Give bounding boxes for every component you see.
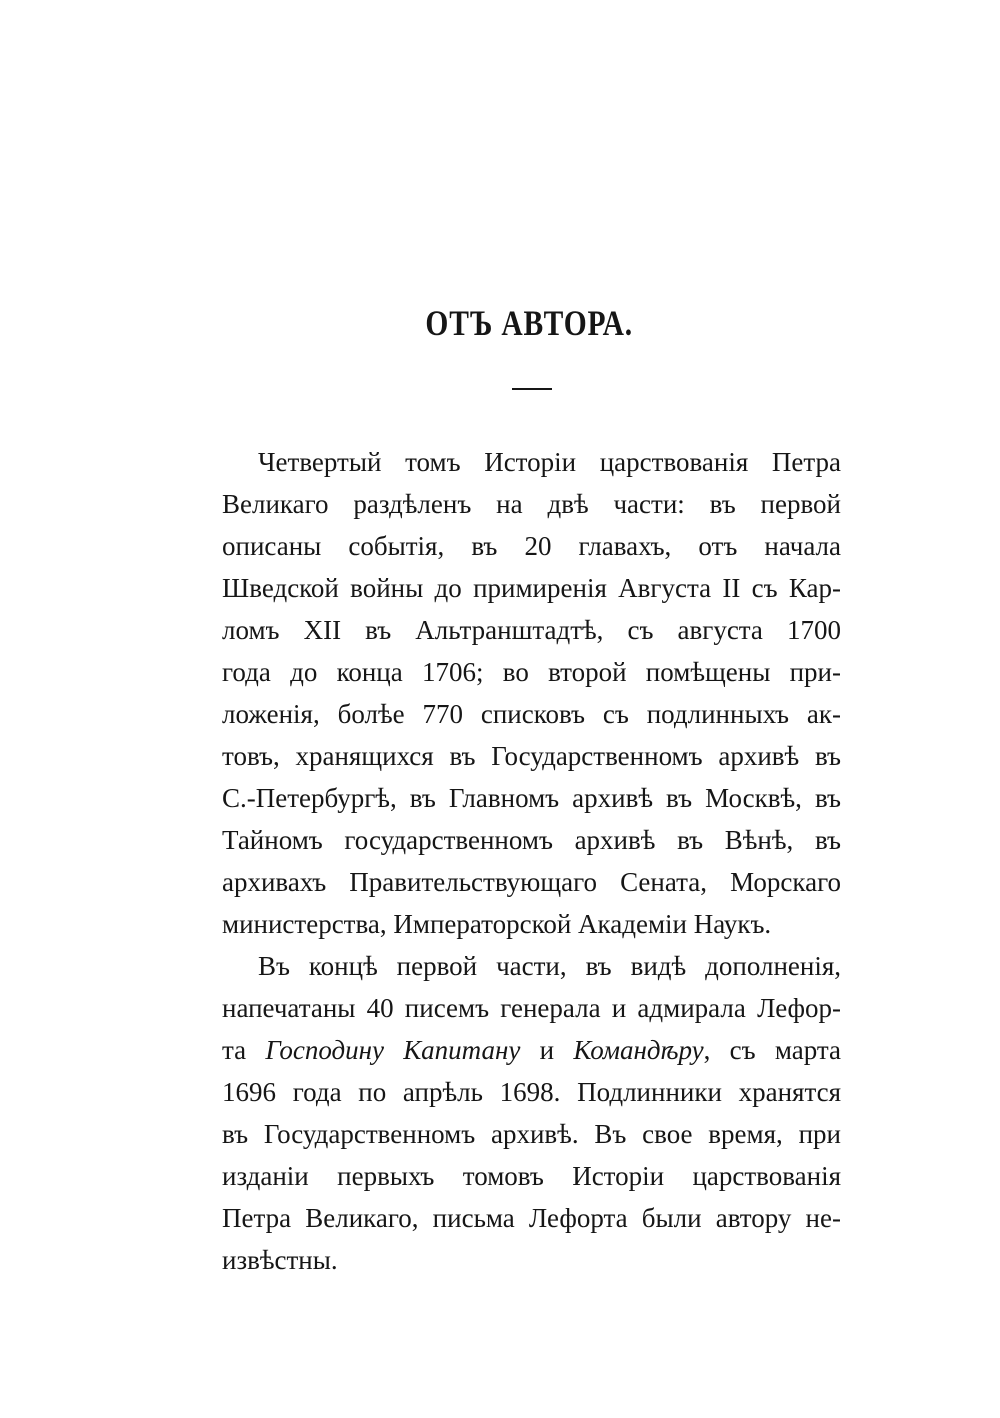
text-line: Шведской войны до примиренія Августа II съ Кар- [222,573,841,603]
text-segment: и [520,1035,574,1065]
italic-addressee: Господину Капитану [265,1035,521,1065]
text-line: Петра Великаго, письма Лефорта были автору не- [222,1203,841,1233]
text-line: Четвертый томъ Исторіи царствованія Петра [258,447,841,477]
page-title: ОТЪ АВТОРА. [425,303,633,343]
text-line: Великаго раздѣленъ на двѣ части: въ первой [222,489,841,519]
text-line: ложенія, болѣе 770 списковъ съ подлинныхъ ак- [222,699,841,729]
text-line: Тайномъ государственномъ архивѣ въ Вѣнѣ, въ [222,825,841,855]
text-line: въ Государственномъ архивѣ. Въ свое время, при [222,1119,841,1149]
text-line: напечатаны 40 писемъ генерала и адмирала Лефор- [222,993,841,1023]
text-line: ломъ XII въ Альтранштадтѣ, съ августа 1700 [222,615,841,645]
italic-addressee-title: Командѣру [573,1035,704,1065]
text-line: С.-Петербургѣ, въ Главномъ архивѣ въ Москвѣ, въ [222,783,841,813]
text-line: описаны событія, въ 20 главахъ, отъ начала [222,531,841,561]
text-line: товъ, хранящихся въ Государственномъ архивѣ въ [222,741,841,771]
text-segment: та [222,1035,266,1065]
text-line: года до конца 1706; во второй помѣщены при- [222,657,841,687]
text-line: изданіи первыхъ томовъ Исторіи царствованія [222,1161,841,1191]
text-line: Въ концѣ первой части, въ видѣ дополненія, [258,951,841,981]
text-line: министерства, Императорской Академіи Наукъ. [222,909,772,939]
text-segment: , съ марта [703,1035,841,1065]
text-line: извѣстны. [222,1245,338,1275]
title-divider [512,388,552,390]
text-line: 1696 года по апрѣль 1698. Подлинники хранятся [222,1077,841,1107]
text-line-with-italics [222,1029,841,1071]
text-line: архивахъ Правительствующаго Сената, Морскаго [222,867,841,897]
